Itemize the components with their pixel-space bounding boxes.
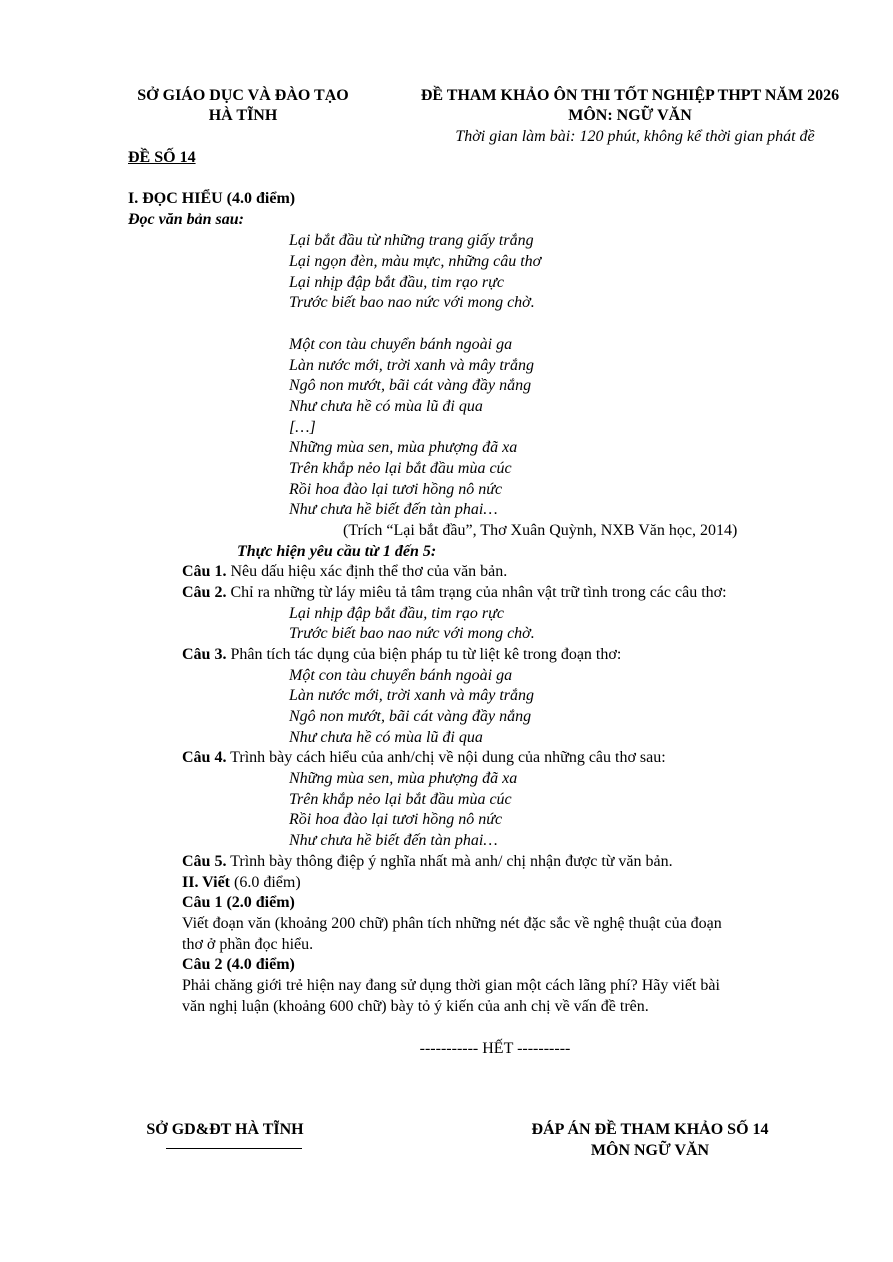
quoted-line: Những mùa sen, mùa phượng đã xa xyxy=(289,770,518,787)
question-5-label: Câu 5. xyxy=(182,853,227,870)
exam-number: ĐỀ SỐ 14 xyxy=(128,149,196,166)
question-1-label: Câu 1. xyxy=(182,563,227,580)
poem-line: Một con tàu chuyển bánh ngoài ga xyxy=(289,336,513,353)
province-name: HÀ TĨNH xyxy=(208,107,278,124)
divider xyxy=(166,1148,302,1149)
question-4 xyxy=(182,748,666,769)
writing-question-2-text-cont: văn nghị luận (khoảng 600 chữ) bày tỏ ý kiến của anh chị về vấn đề trên. xyxy=(182,998,649,1015)
reading-instruction: Đọc văn bản sau: xyxy=(128,211,245,228)
quoted-line: Ngô non mướt, bãi cát vàng đầy nắng xyxy=(289,708,532,725)
answer-department: SỞ GD&ĐT HÀ TĨNH xyxy=(146,1121,304,1138)
question-4-label: Câu 4. xyxy=(182,749,227,766)
quoted-line: Trên khắp nẻo lại bắt đầu mùa cúc xyxy=(289,791,512,808)
exam-title: ĐỀ THAM KHẢO ÔN THI TỐT NGHIỆP THPT NĂM 2026 xyxy=(420,87,840,104)
poem-line: […] xyxy=(289,419,316,436)
poem-line: Lại nhịp đập bắt đầu, tim rạo rực xyxy=(289,274,504,291)
answer-title: ĐÁP ÁN ĐỀ THAM KHẢO SỐ 14 xyxy=(531,1121,769,1138)
question-2 xyxy=(182,583,727,604)
quoted-line: Rồi hoa đào lại tươi hồng nô nức xyxy=(289,811,503,828)
writing-question-1-text: Viết đoạn văn (khoảng 200 chữ) phân tích những nét đặc sắc về nghệ thuật của đoạn xyxy=(182,915,722,932)
question-3-label: Câu 3. xyxy=(182,646,227,663)
quoted-line: Như chưa hề có mùa lũ đi qua xyxy=(289,729,483,746)
writing-question-1-title: Câu 1 (2.0 điểm) xyxy=(182,894,295,911)
question-4-text: Trình bày cách hiểu của anh/chị về nội dung của những câu thơ sau: xyxy=(226,749,666,766)
writing-question-2-text: Phải chăng giới trẻ hiện nay đang sử dụng thời gian một cách lãng phí? Hãy viết bài xyxy=(182,977,720,994)
question-2-text: Chỉ ra những từ láy miêu tả tâm trạng của nhân vật trữ tình trong các câu thơ: xyxy=(226,584,727,601)
department-name: SỞ GIÁO DỤC VÀ ĐÀO TẠO xyxy=(137,87,349,104)
poem-line: Rồi hoa đào lại tươi hồng nô nức xyxy=(289,481,503,498)
question-1-text: Nêu dấu hiệu xác định thể thơ của văn bản. xyxy=(226,563,508,580)
poem-line: Lại ngọn đèn, màu mực, những câu thơ xyxy=(289,253,542,270)
question-1 xyxy=(182,562,507,583)
quoted-line: Trước biết bao nao nức với mong chờ. xyxy=(289,625,535,642)
question-5-text: Trình bày thông điệp ý nghĩa nhất mà anh/ chị nhận được từ văn bản. xyxy=(226,853,673,870)
task-instruction: Thực hiện yêu cầu từ 1 đến 5: xyxy=(237,543,437,560)
section-2-title xyxy=(182,873,301,894)
quoted-line: Như chưa hề biết đến tàn phai… xyxy=(289,832,498,849)
quoted-line: Làn nước mới, trời xanh và mây trắng xyxy=(289,687,534,704)
poem-line: Ngô non mướt, bãi cát vàng đầy nắng xyxy=(289,377,532,394)
section-2-points: (6.0 điểm) xyxy=(230,874,301,891)
poem-line: Lại bắt đầu từ những trang giấy trắng xyxy=(289,232,534,249)
question-5 xyxy=(182,852,673,873)
poem-line: Trên khắp nẻo lại bắt đầu mùa cúc xyxy=(289,460,512,477)
poem-line: Làn nước mới, trời xanh và mây trắng xyxy=(289,357,534,374)
section-2-title-bold: II. Viết xyxy=(182,874,230,891)
quoted-line: Lại nhịp đập bắt đầu, tim rạo rực xyxy=(289,605,504,622)
poem-source: (Trích “Lại bắt đầu”, Thơ Xuân Quỳnh, NXB Văn học, 2014) xyxy=(343,522,738,539)
poem-line: Như chưa hề biết đến tàn phai… xyxy=(289,501,498,518)
question-3-text: Phân tích tác dụng của biện pháp tu từ liệt kê trong đoạn thơ: xyxy=(226,646,622,663)
poem-line: Như chưa hề có mùa lũ đi qua xyxy=(289,398,483,415)
poem-line: Trước biết bao nao nức với mong chờ. xyxy=(289,294,535,311)
subject-title: MÔN: NGỮ VĂN xyxy=(568,107,692,124)
answer-subject: MÔN NGỮ VĂN xyxy=(590,1142,710,1159)
question-3 xyxy=(182,645,621,666)
question-2-label: Câu 2. xyxy=(182,584,227,601)
end-mark: ----------- HẾT ---------- xyxy=(419,1040,571,1057)
writing-question-1-text-cont: thơ ở phần đọc hiểu. xyxy=(182,936,314,953)
section-1-title: I. ĐỌC HIỂU (4.0 điểm) xyxy=(128,190,296,207)
time-note: Thời gian làm bài: 120 phút, không kể thời gian phát đề xyxy=(455,128,815,145)
quoted-line: Một con tàu chuyển bánh ngoài ga xyxy=(289,667,513,684)
poem-line: Những mùa sen, mùa phượng đã xa xyxy=(289,439,518,456)
writing-question-2-title: Câu 2 (4.0 điểm) xyxy=(182,956,295,973)
